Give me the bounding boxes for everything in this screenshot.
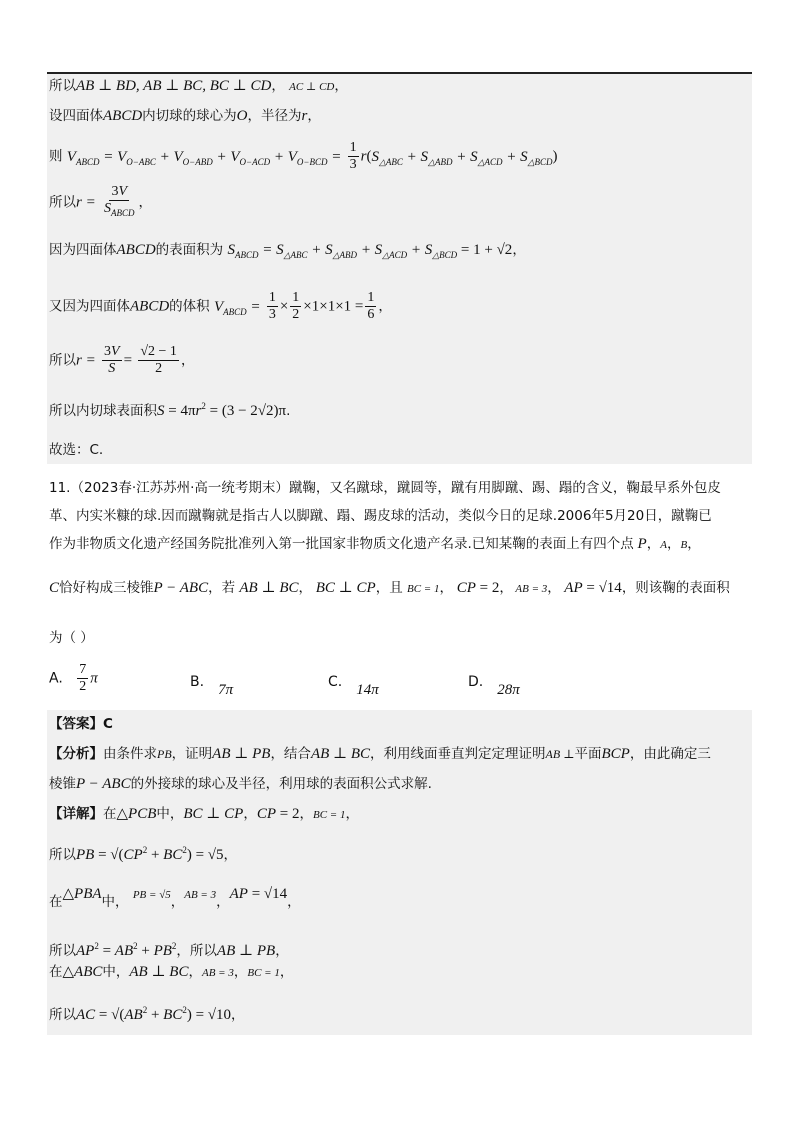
solution-line-1: 所以AB ⊥ BD, AB ⊥ BC, BC ⊥ CD， AC ⊥ CD， [49, 78, 348, 94]
detail-line-1: 【详解】在△PCB中，BC ⊥ CP，CP = 2，BC = 1， [49, 806, 359, 822]
option-d[interactable]: D. 28π [468, 674, 520, 698]
question-line-4: C恰好构成三棱锥P − ABC，若 AB ⊥ BC， BC ⊥ CP，且 BC = 1， CP = 2， AB = 3， AP = √14，则该鞠的表面积 [49, 580, 730, 596]
detail-line-5: 在△ABC中，AB ⊥ BC，AB = 3，BC = 1， [49, 964, 294, 980]
option-c[interactable]: C. 14π [328, 674, 379, 698]
solution-line-5: 因为四面体ABCD的表面积为 $S_{ABCD} = S_{\triangle ABC} + S_{\triangle ABD} + S_{\triangle ACD} + S_{\triangle BCD} = 1 + √2$， [49, 242, 526, 260]
solution-line-2: 设四面体ABCD内切球的球心为O，半径为r， [49, 108, 321, 124]
detail-line-3: 在△PBA中， $^{PB = √5}$，$^{AB = 3}$，AP = √14， [49, 886, 301, 910]
solution-conclusion: 故选：C. [49, 442, 104, 458]
detail-line-2: 所以PB = $√(CP^2 + BC^2) = √5$， [49, 845, 238, 863]
solution-line-6: 又因为四面体ABCD的体积 $V_{ABCD}$ = $\frac{1}{3}$ × $\frac{1}{2}$ ×1×1×1 = $\frac{1}{6}$ ， [49, 290, 392, 322]
question-line-1: 11.（2023春·江苏苏州·高一统考期末）蹴鞠，又名蹴球，蹴圆等，蹴有用脚蹴、踢、蹋的含义，鞠最早系外包皮 [49, 480, 721, 496]
question-line-3: 作为非物质文化遗产经国务院批准列入第一批国家非物质文化遗产名录.已知某鞠的表面上有四个点 P，A，B， [49, 536, 701, 552]
solution-line-3: 则 $V_{ABCD} = V_{O-ABC} + V_{O-ABD} + V_{O-ACD} + V_{O-BCD}$ = $\frac{1}{3}$ $r(S_{\triangle ABC} + S_{\triangle ABD} + S_{\triangle ACD} + S_{\triangle BCD})$ [49, 140, 558, 172]
detail-line-6: 所以AC = $√(AB^2 + BC^2) = √10$， [49, 1005, 245, 1023]
analysis-line-1: 【分析】由条件求PB，证明AB ⊥ PB，结合AB ⊥ BC，利用线面垂直判定定理证明AB ⊥平面BCP，由此确定三 [49, 746, 711, 762]
detail-line-4: 所以$AP^2 = AB^2 + PB^2$，所以AB ⊥ PB， [49, 941, 289, 959]
option-a[interactable]: A. $\frac{7}{2}$ π [49, 662, 98, 694]
solution-line-7: 所以r = $\frac{3V}{S}$ = $\frac{√2 - 1}{2}$ ， [49, 344, 195, 376]
solution-line-4: 所以r = $\frac{3V}{S_{ABCD}}$ ， [49, 184, 153, 218]
question-line-5: 为（ ） [49, 630, 94, 646]
answer-label: 【答案】C [49, 716, 113, 732]
analysis-line-2: 棱锥P − ABC的外接球的球心及半径，利用球的表面积公式求解. [49, 776, 432, 792]
solution-line-8: 所以内切球表面积$S = 4\pi r^2 = (3 - 2√2)\pi$. [49, 401, 291, 419]
option-b[interactable]: B. 7π [190, 674, 234, 698]
question-line-2: 革、内实米糠的球.因而蹴鞠就是指古人以脚蹴、蹋、踢皮球的活动，类似今日的足球.2006年5月20日，蹴鞠已 [49, 508, 712, 524]
